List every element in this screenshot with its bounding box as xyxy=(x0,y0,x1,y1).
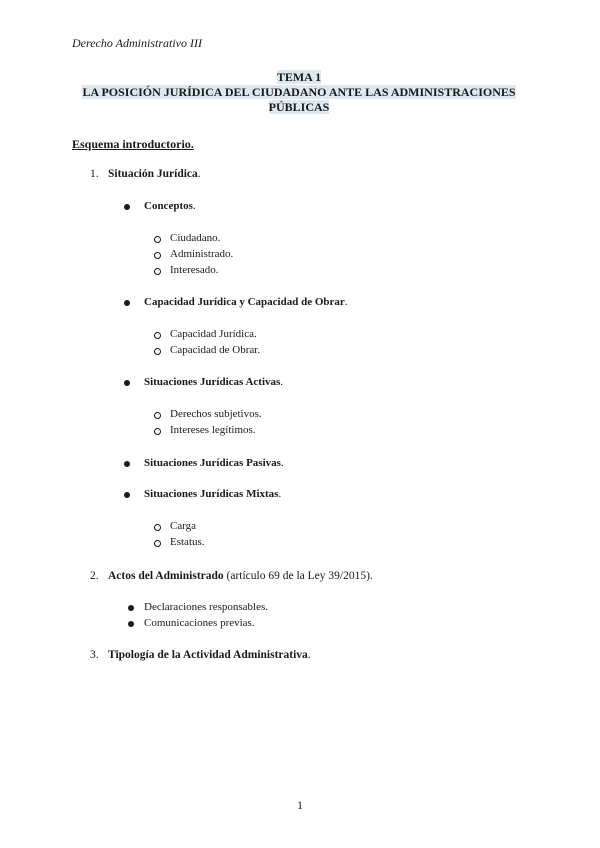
circle-bullet-icon xyxy=(154,428,161,435)
bullet-suffix: . xyxy=(192,200,196,212)
circle-bullet-icon xyxy=(154,348,161,355)
item-number: 3. xyxy=(90,649,99,661)
page-number: 1 xyxy=(297,798,303,812)
circle-bullet-icon xyxy=(154,412,161,419)
item-number: 1. xyxy=(90,168,99,180)
bullet-suffix: . xyxy=(344,296,348,308)
circle-bullet-icon xyxy=(154,252,161,259)
bullet-icon xyxy=(128,605,134,611)
circle-bullet-icon xyxy=(154,524,161,531)
title-line-2: LA POSICIÓN JURÍDICA DEL CIUDADANO ANTE LAS ADMINISTRACIONES xyxy=(82,85,516,99)
document-title xyxy=(70,70,528,115)
bullet-icon xyxy=(128,621,134,627)
item-suffix: . xyxy=(197,168,201,180)
sub-item-text: Capacidad Jurídica. xyxy=(170,328,257,340)
bullet-title: Situaciones Jurídicas Mixtas xyxy=(144,488,279,500)
bullet-title: Situaciones Jurídicas Pasivas xyxy=(144,457,281,469)
sub-item-text: Estatus. xyxy=(170,536,205,548)
section-subheading: Esquema introductorio. xyxy=(72,137,194,151)
item-suffix: (artículo 69 de la Ley 39/2015). xyxy=(223,570,373,582)
title-line-1: TEMA 1 xyxy=(276,70,322,84)
sub-item-text: Carga xyxy=(170,520,197,532)
circle-bullet-icon xyxy=(154,332,161,339)
item-number: 2. xyxy=(90,570,99,582)
circle-bullet-icon xyxy=(154,540,161,547)
bullet-title: Conceptos xyxy=(144,200,193,212)
sub-item-text: Interesado. xyxy=(170,264,219,276)
bullet-suffix: . xyxy=(280,457,284,469)
bullet-suffix: . xyxy=(280,376,284,388)
circle-bullet-icon xyxy=(154,268,161,275)
running-header: Derecho Administrativo III xyxy=(72,36,202,50)
bullet-icon xyxy=(124,300,130,306)
bullet-icon xyxy=(124,492,130,498)
sub-item-text: Capacidad de Obrar. xyxy=(170,344,261,356)
bullet-suffix: . xyxy=(278,488,282,500)
bullet-title: Situaciones Jurídicas Activas xyxy=(144,376,281,388)
sub-item-text: Intereses legítimos. xyxy=(170,424,256,436)
sub-item-text: Administrado. xyxy=(170,248,234,260)
bullet-icon xyxy=(124,204,130,210)
sub-item-text: Derechos subjetivos. xyxy=(170,408,262,420)
bullet-text: Comunicaciones previas. xyxy=(144,617,255,629)
circle-bullet-icon xyxy=(154,236,161,243)
bullet-text: Declaraciones responsables. xyxy=(144,601,269,613)
bullet-title: Capacidad Jurídica y Capacidad de Obrar xyxy=(144,296,345,308)
bullet-icon xyxy=(124,380,130,386)
sub-item-text: Ciudadano. xyxy=(170,232,221,244)
item-title: Tipología de la Actividad Administrativa xyxy=(108,649,308,661)
title-line-3: PÚBLICAS xyxy=(268,100,330,114)
item-suffix: . xyxy=(307,649,311,661)
bullet-icon xyxy=(124,461,130,467)
item-title: Actos del Administrado xyxy=(108,570,224,582)
item-title: Situación Jurídica xyxy=(108,168,198,180)
